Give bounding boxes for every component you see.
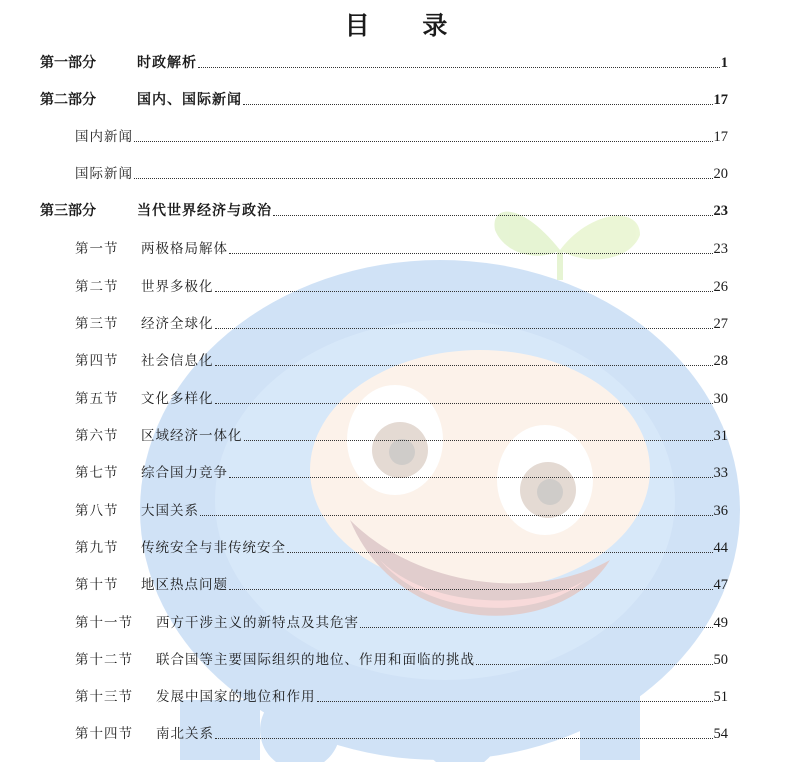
toc-entry-label: 传统安全与非传统安全 [141, 540, 286, 556]
page-title: 目 录 [344, 11, 470, 40]
toc-entry-label: 时政解析 [137, 55, 197, 71]
toc-leader-dots [476, 663, 713, 665]
toc-entry[interactable] [75, 462, 728, 484]
toc-entry-label: 文化多样化 [141, 391, 214, 407]
toc-leader-dots [215, 290, 713, 292]
toc-leader-dots [360, 626, 713, 628]
toc-entry-number: 第十四节 [75, 726, 133, 742]
toc-entry-label: 大国关系 [141, 503, 199, 519]
toc-entry-page: 20 [713, 166, 728, 182]
toc-entry[interactable] [75, 723, 728, 745]
toc-entry-page: 17 [713, 129, 728, 145]
toc-entry-number: 第十二节 [75, 652, 133, 668]
toc-entry-label: 两极格局解体 [141, 241, 228, 257]
toc-entry-number: 第四节 [75, 353, 119, 369]
toc-entry-page: 33 [713, 465, 728, 481]
toc-entry-label: 联合国等主要国际组织的地位、作用和面临的挑战 [156, 652, 475, 668]
toc-entry-page: 51 [713, 689, 728, 705]
toc-leader-dots [134, 177, 713, 179]
toc-entry-page: 47 [713, 577, 728, 593]
toc-leader-dots [200, 514, 713, 516]
toc-entry[interactable] [75, 350, 728, 372]
toc-entry-number: 第五节 [75, 391, 119, 407]
toc-entry-label: 社会信息化 [141, 353, 214, 369]
toc-leader-dots [229, 252, 713, 254]
toc-entry[interactable] [40, 52, 728, 74]
toc-leader-dots [243, 103, 713, 105]
toc-entry[interactable] [75, 425, 728, 447]
toc-leader-dots [215, 737, 713, 739]
toc-leader-dots [244, 439, 713, 441]
toc-entry-label: 区域经济一体化 [141, 428, 243, 444]
toc-entry-number: 第三部分 [40, 203, 96, 219]
toc-leader-dots [273, 214, 713, 216]
toc-entry-number: 第二部分 [40, 92, 96, 108]
toc-entry-label: 发展中国家的地位和作用 [156, 689, 316, 705]
toc-leader-dots [317, 700, 713, 702]
toc-leader-dots [215, 402, 713, 404]
toc-entry[interactable] [75, 313, 728, 335]
toc-entry[interactable] [75, 649, 728, 671]
toc-entry[interactable] [75, 276, 728, 298]
toc-entry-number: 第七节 [75, 465, 119, 481]
toc-entry-page: 30 [713, 391, 728, 407]
toc-leader-dots [229, 588, 713, 590]
toc-leader-dots [229, 476, 713, 478]
toc-entry-label: 国内、国际新闻 [137, 92, 242, 108]
toc-entry-page: 49 [713, 615, 728, 631]
toc-entry-page: 31 [713, 428, 728, 444]
toc-entry[interactable] [75, 686, 728, 708]
toc-entry-page: 50 [713, 652, 728, 668]
toc-leader-dots [198, 66, 720, 68]
toc-entry-page: 44 [713, 540, 728, 556]
toc-entry-page: 1 [720, 55, 728, 71]
toc-leader-dots [215, 364, 713, 366]
toc-entry[interactable] [75, 126, 728, 148]
toc-entry-label: 综合国力竞争 [141, 465, 228, 481]
toc-entry-number: 第十节 [75, 577, 119, 593]
toc-entry[interactable] [40, 89, 728, 111]
toc-entry[interactable] [75, 163, 728, 185]
toc-entry[interactable] [75, 388, 728, 410]
toc-entry[interactable] [75, 537, 728, 559]
toc-entry-number: 第一节 [75, 241, 119, 257]
toc-entry-label: 西方干涉主义的新特点及其危害 [156, 615, 359, 631]
toc-entry-label: 国内新闻 [75, 129, 133, 145]
toc-entry-page: 17 [713, 92, 728, 108]
toc-entry-number: 第十一节 [75, 615, 133, 631]
toc-entry-page: 23 [713, 241, 728, 257]
toc-entry[interactable] [75, 574, 728, 596]
toc-entry[interactable] [75, 612, 728, 634]
toc-entry-number: 第三节 [75, 316, 119, 332]
toc-entry-label: 国际新闻 [75, 166, 133, 182]
toc-entry-number: 第九节 [75, 540, 119, 556]
toc-entry-number: 第十三节 [75, 689, 133, 705]
toc-entry-label: 南北关系 [156, 726, 214, 742]
toc-entry-number: 第六节 [75, 428, 119, 444]
toc-entry-page: 28 [713, 353, 728, 369]
toc-entry-label: 世界多极化 [141, 279, 214, 295]
toc-entry-page: 23 [713, 203, 728, 219]
toc-entry-page: 54 [713, 726, 728, 742]
toc-entry-label: 当代世界经济与政治 [137, 203, 272, 219]
toc-leader-dots [134, 140, 713, 142]
toc-entry-label: 地区热点问题 [141, 577, 228, 593]
toc-leader-dots [287, 551, 713, 553]
toc-leader-dots [215, 327, 713, 329]
toc-entry-page: 27 [713, 316, 728, 332]
toc-entry[interactable] [40, 200, 728, 222]
toc-entry-label: 经济全球化 [141, 316, 214, 332]
toc-entry-page: 26 [713, 279, 728, 295]
toc-entry[interactable] [75, 238, 728, 260]
toc-entry-number: 第八节 [75, 503, 119, 519]
toc-entry-number: 第二节 [75, 279, 119, 295]
toc-entry[interactable] [75, 500, 728, 522]
toc-entry-page: 36 [713, 503, 728, 519]
toc-entry-number: 第一部分 [40, 55, 96, 71]
